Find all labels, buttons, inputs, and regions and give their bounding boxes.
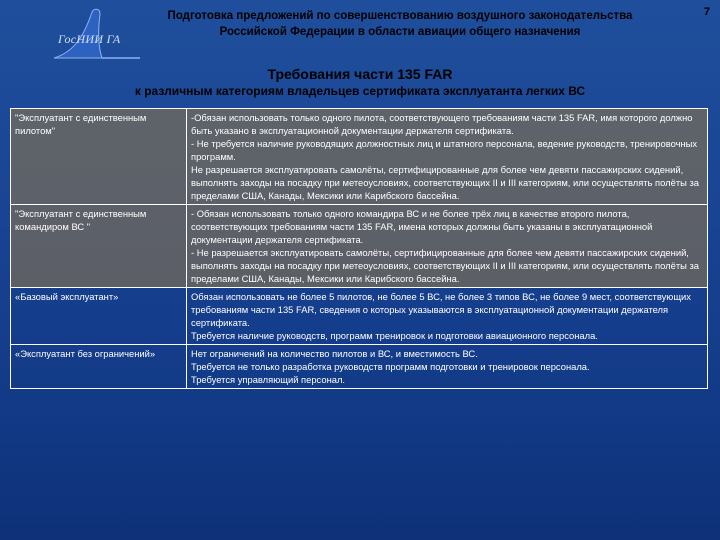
requirements-cell xyxy=(187,288,707,344)
requirement-line: Нет ограничений на количество пилотов и ВС, и вместимость ВС. xyxy=(191,348,478,359)
requirement-line: Требуется управляющий персонал. xyxy=(191,374,346,385)
requirement-line: - Не требуется наличие руководящих должностных лиц и штатного персонала, ведение руководств, тренировочных программ. xyxy=(191,138,698,162)
header-line-1: Подготовка предложений по совершенствованию воздушного законодательства xyxy=(167,10,633,22)
requirements-cell xyxy=(187,205,707,287)
category-cell: «Эксплуатант без ограничений» xyxy=(11,345,187,388)
logo-text: ГосНИИ ГА xyxy=(58,32,121,46)
header-text xyxy=(150,8,650,40)
requirement-line: Не разрешается эксплуатировать самолёты, сертифицированные для более чем девяти пассажирских сидений, выполнять заходы на посадку при метеоусловиях, соответствующих II и III категориям, или осуществлять полёты за пределами США, Канады, Мексики или Карибского бассейна. xyxy=(191,164,699,201)
requirement-line: - Не разрешается эксплуатировать самолёты, сертифицированные для более чем девяти пассажирских сидений, выполнять заходы на посадку при метеоусловиях, соответствующих II и III категориям, или осуществлять полёты за пределами США, Канады, Мексики или Карибского бассейна. xyxy=(191,247,699,284)
requirement-line: Обязан использовать не более 5 пилотов, не более 5 ВС, не более 3 типов ВС, не более 9 мест, соответствующих требованиям части 135 FAR, сведения о которых указываются в эксплуатационной документации держателя сертификата. xyxy=(191,291,691,328)
requirements-cell xyxy=(187,345,707,388)
requirement-line: -Обязан использовать только одного пилота, соответствующего требованиям части 135 FAR, имя которого должно быть указано в эксплуатационной документации держателя сертификата. xyxy=(191,112,693,136)
requirements-cell xyxy=(187,109,707,204)
page-title: Требования части 135 FAR xyxy=(267,66,453,82)
table-row xyxy=(11,109,707,204)
table-row xyxy=(11,344,707,388)
category-cell: "Эксплуатант с единственным пилотом" xyxy=(11,109,187,204)
requirement-line: - Обязан использовать только одного командира ВС и не более трёх лиц в качестве второго пилота, соответствующих требованиям части 135 FAR, имена которых должны быть указаны в эксплуатационной документации держателя сертификата. xyxy=(191,208,653,245)
header-line-2: Российской Федерации в области авиации общего назначения xyxy=(219,26,581,38)
category-cell: "Эксплуатант с единственным командиром ВС " xyxy=(11,205,187,287)
requirement-line: Требуется не только разработка руководств программ подготовки и тренировок персонала. xyxy=(191,361,590,372)
page-number: 7 xyxy=(703,6,710,18)
category-cell: «Базовый эксплуатант» xyxy=(11,288,187,344)
table-row xyxy=(11,204,707,287)
table-row xyxy=(11,287,707,344)
logo xyxy=(44,6,154,64)
requirement-line: Требуется наличие руководств, программ тренировок и подготовки авиационного персонала. xyxy=(191,330,598,341)
requirements-table xyxy=(10,108,708,389)
page-subtitle: к различным категориям владельцев сертификата эксплуатанта легких ВС xyxy=(134,84,586,98)
